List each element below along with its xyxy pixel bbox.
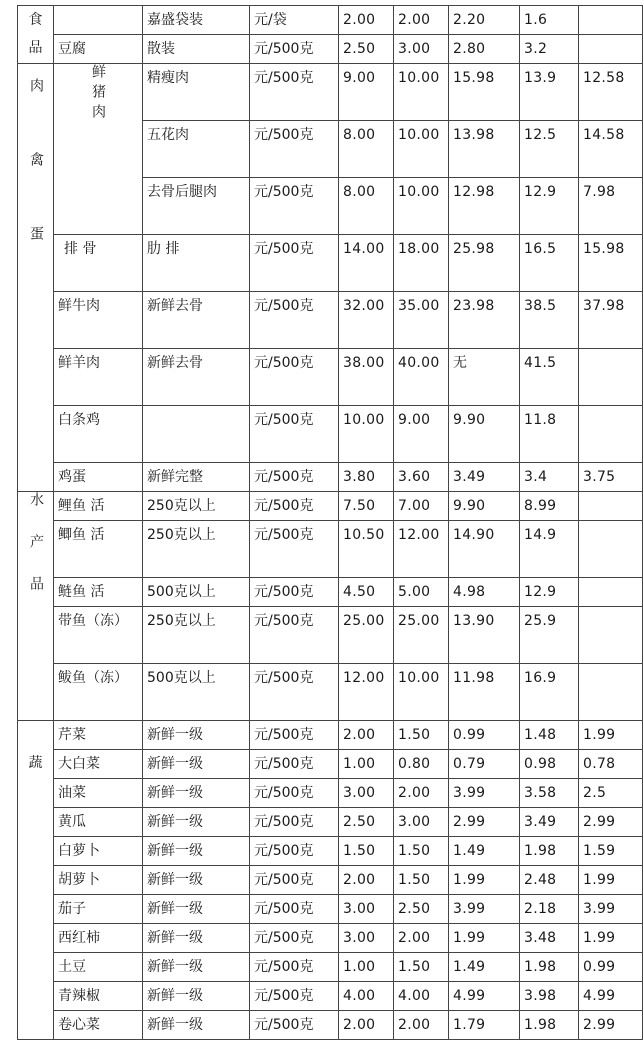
item-cell: 油菜 <box>54 779 143 808</box>
price-cell <box>579 6 643 35</box>
unit-cell: 元/袋 <box>250 6 339 35</box>
price-cell: 2.00 <box>339 866 394 895</box>
unit-cell: 元/500克 <box>250 235 339 292</box>
item-cell: 西红柿 <box>54 924 143 953</box>
table-row <box>18 492 643 521</box>
price-cell: 35.00 <box>394 292 449 349</box>
unit-cell: 元/500克 <box>250 521 339 578</box>
unit-cell: 元/500克 <box>250 779 339 808</box>
spec-cell: 500克以上 <box>143 664 250 721</box>
table-row <box>18 837 643 866</box>
price-cell: 2.00 <box>394 779 449 808</box>
spec-cell: 新鲜一级 <box>143 982 250 1011</box>
price-cell: 1.98 <box>520 1011 579 1040</box>
price-cell: 3.00 <box>339 924 394 953</box>
price-cell: 4.99 <box>449 982 520 1011</box>
price-cell: 10.00 <box>394 664 449 721</box>
price-cell: 4.50 <box>339 578 394 607</box>
item-cell: 白条鸡 <box>54 406 143 463</box>
table-row <box>18 349 643 406</box>
item-cell: 青辣椒 <box>54 982 143 1011</box>
price-cell: 12.00 <box>394 521 449 578</box>
spec-cell: 新鲜一级 <box>143 924 250 953</box>
price-cell <box>579 521 643 578</box>
price-cell: 1.98 <box>520 837 579 866</box>
price-cell: 8.00 <box>339 178 394 235</box>
item-cell <box>54 6 143 35</box>
spec-cell: 新鲜一级 <box>143 808 250 837</box>
item-cell: 芹菜 <box>54 721 143 750</box>
unit-cell: 元/500克 <box>250 866 339 895</box>
price-cell: 3.48 <box>520 924 579 953</box>
price-cell: 4.00 <box>394 982 449 1011</box>
price-cell: 3.00 <box>394 35 449 64</box>
price-cell: 11.98 <box>449 664 520 721</box>
price-cell: 9.90 <box>449 406 520 463</box>
spec-cell: 去骨后腿肉 <box>143 178 250 235</box>
price-cell: 无 <box>449 349 520 406</box>
item-cell: 黄瓜 <box>54 808 143 837</box>
unit-cell: 元/500克 <box>250 895 339 924</box>
table-row <box>18 808 643 837</box>
unit-cell: 元/500克 <box>250 292 339 349</box>
price-cell: 1.99 <box>449 924 520 953</box>
price-cell: 4.98 <box>449 578 520 607</box>
spec-cell: 散装 <box>143 35 250 64</box>
spec-cell: 嘉盛袋装 <box>143 6 250 35</box>
table-row <box>18 607 643 664</box>
price-cell: 2.00 <box>339 1011 394 1040</box>
price-table-body <box>18 6 643 1040</box>
item-cell: 胡萝卜 <box>54 866 143 895</box>
price-cell: 13.98 <box>449 121 520 178</box>
price-cell: 1.79 <box>449 1011 520 1040</box>
spec-cell: 新鲜一级 <box>143 750 250 779</box>
price-cell: 8.00 <box>339 121 394 178</box>
price-cell: 7.50 <box>339 492 394 521</box>
price-cell: 3.00 <box>339 779 394 808</box>
category-aquatic <box>18 492 54 721</box>
unit-cell: 元/500克 <box>250 808 339 837</box>
price-cell: 25.00 <box>394 607 449 664</box>
item-cell: 鲅鱼（冻） <box>54 664 143 721</box>
price-cell: 15.98 <box>449 64 520 121</box>
price-cell: 10.00 <box>339 406 394 463</box>
price-cell: 9.00 <box>394 406 449 463</box>
price-cell: 12.9 <box>520 578 579 607</box>
price-cell: 0.79 <box>449 750 520 779</box>
price-cell: 25.98 <box>449 235 520 292</box>
table-row <box>18 721 643 750</box>
spec-cell: 250克以上 <box>143 492 250 521</box>
table-row <box>18 406 643 463</box>
unit-cell: 元/500克 <box>250 721 339 750</box>
spec-cell: 五花肉 <box>143 121 250 178</box>
price-cell: 14.9 <box>520 521 579 578</box>
price-cell: 18.00 <box>394 235 449 292</box>
table-row <box>18 982 643 1011</box>
price-cell: 12.9 <box>520 178 579 235</box>
price-cell: 12.98 <box>449 178 520 235</box>
unit-cell: 元/500克 <box>250 924 339 953</box>
price-cell: 14.58 <box>579 121 643 178</box>
item-cell: 鲢鱼 活 <box>54 578 143 607</box>
unit-cell: 元/500克 <box>250 1011 339 1040</box>
spec-cell: 250克以上 <box>143 521 250 578</box>
spec-cell: 肋 排 <box>143 235 250 292</box>
table-row <box>18 64 643 121</box>
table-row <box>18 750 643 779</box>
unit-cell: 元/500克 <box>250 578 339 607</box>
price-cell: 11.8 <box>520 406 579 463</box>
price-cell: 13.9 <box>520 64 579 121</box>
price-cell: 2.18 <box>520 895 579 924</box>
price-cell: 23.98 <box>449 292 520 349</box>
price-cell: 3.60 <box>394 463 449 492</box>
price-cell: 16.9 <box>520 664 579 721</box>
price-cell: 2.50 <box>394 895 449 924</box>
table-row <box>18 521 643 578</box>
table-row <box>18 578 643 607</box>
table-row <box>18 779 643 808</box>
price-cell: 3.99 <box>579 895 643 924</box>
spec-cell: 新鲜一级 <box>143 837 250 866</box>
price-cell: 25.9 <box>520 607 579 664</box>
table-row <box>18 895 643 924</box>
price-cell <box>579 35 643 64</box>
price-cell: 13.90 <box>449 607 520 664</box>
unit-cell: 元/500克 <box>250 35 339 64</box>
price-cell: 2.5 <box>579 779 643 808</box>
price-cell: 3.00 <box>339 895 394 924</box>
item-cell: 豆腐 <box>54 35 143 64</box>
category-meat-eggs <box>18 64 54 492</box>
price-cell: 1.49 <box>449 953 520 982</box>
unit-cell: 元/500克 <box>250 837 339 866</box>
price-cell: 2.00 <box>394 1011 449 1040</box>
table-row <box>18 953 643 982</box>
item-cell: 鸡蛋 <box>54 463 143 492</box>
spec-cell: 新鲜一级 <box>143 953 250 982</box>
spec-cell: 新鲜一级 <box>143 895 250 924</box>
price-cell: 14.00 <box>339 235 394 292</box>
price-cell: 2.50 <box>339 808 394 837</box>
price-cell: 5.00 <box>394 578 449 607</box>
price-cell: 4.99 <box>579 982 643 1011</box>
price-cell: 0.98 <box>520 750 579 779</box>
price-cell: 2.99 <box>579 1011 643 1040</box>
price-cell: 2.00 <box>339 721 394 750</box>
price-cell: 1.99 <box>579 721 643 750</box>
price-cell: 2.99 <box>449 808 520 837</box>
price-cell: 2.80 <box>449 35 520 64</box>
unit-cell: 元/500克 <box>250 607 339 664</box>
price-cell: 1.99 <box>449 866 520 895</box>
unit-cell: 元/500克 <box>250 664 339 721</box>
subgroup-label: 鲜猪肉 <box>90 64 106 124</box>
unit-cell: 元/500克 <box>250 953 339 982</box>
unit-cell: 元/500克 <box>250 463 339 492</box>
price-cell: 9.90 <box>449 492 520 521</box>
price-cell: 16.5 <box>520 235 579 292</box>
price-cell: 3.58 <box>520 779 579 808</box>
unit-cell: 元/500克 <box>250 178 339 235</box>
item-cell: 卷心菜 <box>54 1011 143 1040</box>
price-cell: 7.98 <box>579 178 643 235</box>
category-label: 肉禽蛋 <box>28 78 44 300</box>
unit-cell: 元/500克 <box>250 121 339 178</box>
price-cell: 8.99 <box>520 492 579 521</box>
price-cell: 1.99 <box>579 924 643 953</box>
item-cell: 土豆 <box>54 953 143 982</box>
unit-cell: 元/500克 <box>250 349 339 406</box>
price-cell: 2.00 <box>394 924 449 953</box>
price-cell: 10.50 <box>339 521 394 578</box>
price-cell <box>579 578 643 607</box>
price-cell: 1.49 <box>449 837 520 866</box>
price-cell: 0.99 <box>579 953 643 982</box>
price-cell <box>579 664 643 721</box>
table-row <box>18 6 643 35</box>
price-cell <box>579 406 643 463</box>
price-cell: 3.99 <box>449 779 520 808</box>
price-cell: 1.6 <box>520 6 579 35</box>
unit-cell: 元/500克 <box>250 982 339 1011</box>
price-cell: 14.90 <box>449 521 520 578</box>
item-cell: 鲤鱼 活 <box>54 492 143 521</box>
unit-cell: 元/500克 <box>250 492 339 521</box>
price-cell: 1.59 <box>579 837 643 866</box>
spec-cell: 精瘦肉 <box>143 64 250 121</box>
price-cell: 1.50 <box>394 953 449 982</box>
price-cell: 2.48 <box>520 866 579 895</box>
item-cell: 鲫鱼 活 <box>54 521 143 578</box>
price-cell: 3.00 <box>394 808 449 837</box>
item-cell: 排 骨 <box>54 235 143 292</box>
table-row <box>18 292 643 349</box>
table-row <box>18 1011 643 1040</box>
price-cell: 9.00 <box>339 64 394 121</box>
spec-cell <box>143 406 250 463</box>
table-row <box>18 35 643 64</box>
price-cell: 1.50 <box>394 837 449 866</box>
price-cell <box>579 492 643 521</box>
price-cell: 3.49 <box>520 808 579 837</box>
item-cell: 茄子 <box>54 895 143 924</box>
subgroup-fresh-pork <box>54 64 143 235</box>
price-cell: 12.58 <box>579 64 643 121</box>
spec-cell: 新鲜一级 <box>143 1011 250 1040</box>
price-cell: 10.00 <box>394 178 449 235</box>
price-cell <box>579 349 643 406</box>
spec-cell: 新鲜完整 <box>143 463 250 492</box>
price-cell: 1.99 <box>579 866 643 895</box>
price-cell: 10.00 <box>394 121 449 178</box>
item-cell: 带鱼（冻） <box>54 607 143 664</box>
price-cell: 1.98 <box>520 953 579 982</box>
price-cell: 3.2 <box>520 35 579 64</box>
price-cell: 4.00 <box>339 982 394 1011</box>
price-cell: 1.48 <box>520 721 579 750</box>
price-cell: 2.50 <box>339 35 394 64</box>
category-label: 水产品 <box>28 492 44 618</box>
spec-cell: 新鲜去骨 <box>143 292 250 349</box>
table-row <box>18 463 643 492</box>
category-food <box>18 6 54 64</box>
price-cell: 1.50 <box>339 837 394 866</box>
item-cell: 白萝卜 <box>54 837 143 866</box>
price-cell: 3.98 <box>520 982 579 1011</box>
spec-cell: 新鲜一级 <box>143 866 250 895</box>
unit-cell: 元/500克 <box>250 406 339 463</box>
price-cell: 15.98 <box>579 235 643 292</box>
price-cell: 3.49 <box>449 463 520 492</box>
price-cell: 12.00 <box>339 664 394 721</box>
price-cell: 0.80 <box>394 750 449 779</box>
price-cell: 10.00 <box>394 64 449 121</box>
table-row <box>18 866 643 895</box>
price-cell: 38.5 <box>520 292 579 349</box>
price-cell <box>579 607 643 664</box>
unit-cell: 元/500克 <box>250 64 339 121</box>
category-label: 食品 <box>28 12 43 56</box>
table-row <box>18 924 643 953</box>
price-cell: 2.00 <box>394 6 449 35</box>
price-cell: 38.00 <box>339 349 394 406</box>
price-cell: 3.99 <box>449 895 520 924</box>
price-cell: 41.5 <box>520 349 579 406</box>
item-cell: 大白菜 <box>54 750 143 779</box>
price-cell: 1.00 <box>339 953 394 982</box>
price-table <box>17 5 643 1040</box>
price-cell: 1.00 <box>339 750 394 779</box>
price-cell: 0.99 <box>449 721 520 750</box>
spec-cell: 500克以上 <box>143 578 250 607</box>
price-cell: 7.00 <box>394 492 449 521</box>
price-cell: 3.75 <box>579 463 643 492</box>
price-cell: 3.80 <box>339 463 394 492</box>
unit-cell: 元/500克 <box>250 750 339 779</box>
spec-cell: 新鲜去骨 <box>143 349 250 406</box>
price-cell: 37.98 <box>579 292 643 349</box>
price-cell: 32.00 <box>339 292 394 349</box>
spec-cell: 250克以上 <box>143 607 250 664</box>
price-cell: 12.5 <box>520 121 579 178</box>
price-cell: 3.4 <box>520 463 579 492</box>
item-cell: 鲜羊肉 <box>54 349 143 406</box>
item-cell: 鲜牛肉 <box>54 292 143 349</box>
category-vegetables <box>18 721 54 1040</box>
price-cell: 0.78 <box>579 750 643 779</box>
category-label: 蔬 <box>28 755 43 771</box>
price-cell: 2.99 <box>579 808 643 837</box>
price-cell: 2.00 <box>339 6 394 35</box>
price-cell: 1.50 <box>394 866 449 895</box>
table-row <box>18 235 643 292</box>
price-cell: 1.50 <box>394 721 449 750</box>
spec-cell: 新鲜一级 <box>143 721 250 750</box>
price-cell: 2.20 <box>449 6 520 35</box>
price-cell: 40.00 <box>394 349 449 406</box>
price-cell: 25.00 <box>339 607 394 664</box>
table-row <box>18 664 643 721</box>
spec-cell: 新鲜一级 <box>143 779 250 808</box>
